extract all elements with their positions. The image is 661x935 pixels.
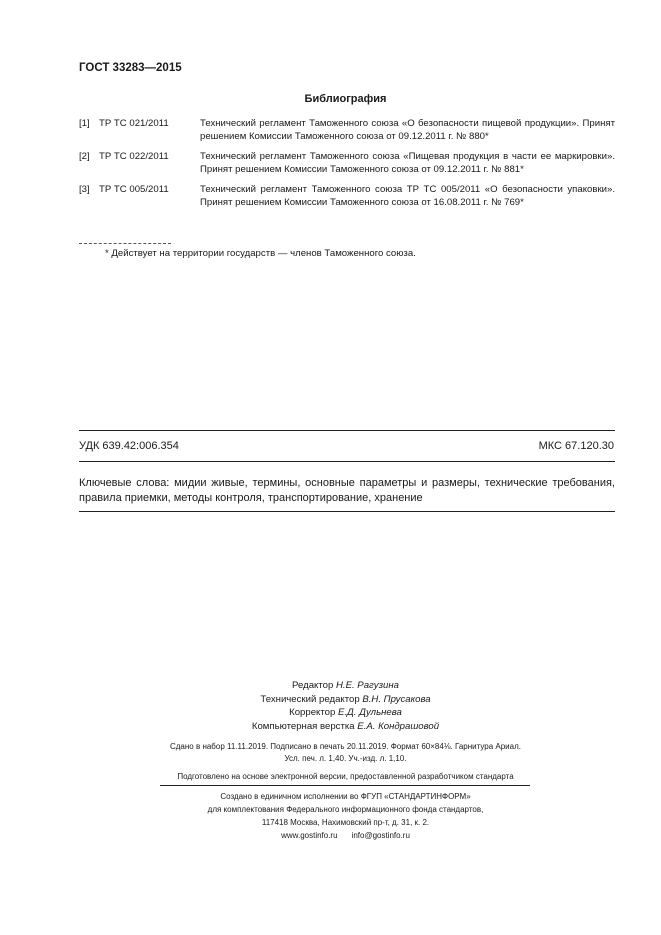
print-info-line: Сдано в набор 11.11.2019. Подписано в печать 20.11.2019. Формат 60×84⅛. Гарнитура Ариал. [169, 742, 521, 751]
staff-role: Редактор [292, 680, 334, 691]
print-info-line: Усл. печ. л. 1,40. Уч.-изд. л. 1,10. [284, 754, 407, 763]
staff-line [30, 693, 661, 707]
bibliography-entry [79, 183, 615, 209]
publisher-contacts [30, 829, 661, 842]
staff-line [30, 706, 661, 720]
staff-name: Е.Д. Дульнева [337, 707, 402, 718]
entry-code: ТР ТС 021/2011 [99, 118, 169, 129]
staff-line [30, 679, 661, 693]
bibliography-entry [79, 150, 615, 176]
print-info [0, 741, 661, 765]
entry-text: Технический регламент Таможенного союза «Пищевая продукция в части ее маркировки». Принят решением Комиссии Таможенного союза от 09.12.2011 г. № 881* [200, 151, 615, 175]
publisher-line: для комплектования Федерального информационного фонда стандартов, [207, 805, 484, 814]
prepared-note: Подготовлено на основе электронной версии, предоставленной разработчиком стандарта [177, 772, 514, 781]
website-link[interactable]: www.gostinfo.ru [281, 831, 338, 840]
divider-middle [79, 461, 615, 462]
staff-role: Компьютерная верстка [251, 720, 355, 732]
publisher-address: 117418 Москва, Нахимовский пр-т, д. 31, к. 2. [261, 818, 430, 827]
entry-text: Технический регламент Таможенного союза ТР ТС 005/2011 «О безопасности упаковки». Принят решением Комиссии Таможенного союза от 16.08.2011 г. № 769* [200, 184, 615, 208]
entry-number: [2] [79, 151, 90, 162]
staff-role: Корректор [289, 707, 336, 718]
footnote: * Действует на территории государств — членов Таможенного союза. [105, 248, 416, 259]
staff-line [30, 720, 661, 734]
udk-code: УДК 639.42:006.354 [79, 440, 179, 452]
document-code: ГОСТ 33283—2015 [79, 62, 182, 74]
divider-top [79, 430, 615, 431]
mks-code: МКС 67.120.30 [538, 440, 614, 452]
entry-number: [3] [79, 184, 90, 195]
staff-name: Н.Е. Рагузина [335, 680, 399, 691]
staff-name: Е.А. Кондрашовой [357, 720, 440, 732]
bibliography-title: Библиография [304, 93, 387, 105]
bibliography-list [79, 117, 615, 216]
email-link[interactable]: info@gostinfo.ru [351, 831, 410, 840]
staff-role: Технический редактор [260, 693, 360, 705]
bibliography-entry [79, 117, 615, 143]
entry-text: Технический регламент Таможенного союза «О безопасности пищевой продукции». Принят решением Комиссии Таможенного союза от 09.12.2011 г. № 880* [200, 118, 615, 142]
footnote-separator [79, 243, 171, 244]
publisher-line: Создано в единичном исполнении во ФГУП «СТАНДАРТИНФОРМ» [220, 792, 471, 801]
staff-credits [0, 679, 661, 733]
staff-name: В.Н. Прусакова [362, 693, 431, 705]
entry-number: [1] [79, 118, 90, 129]
divider-bottom [79, 511, 615, 512]
keywords: Ключевые слова: мидии живые, термины, основные параметры и размеры, технические требования, правила приемки, методы контроля, транспортирование, хранение [79, 477, 615, 504]
entry-code: ТР ТС 022/2011 [99, 151, 169, 162]
publisher-divider [160, 785, 530, 786]
publisher-info [0, 790, 661, 842]
entry-code: ТР ТС 005/2011 [99, 184, 169, 195]
